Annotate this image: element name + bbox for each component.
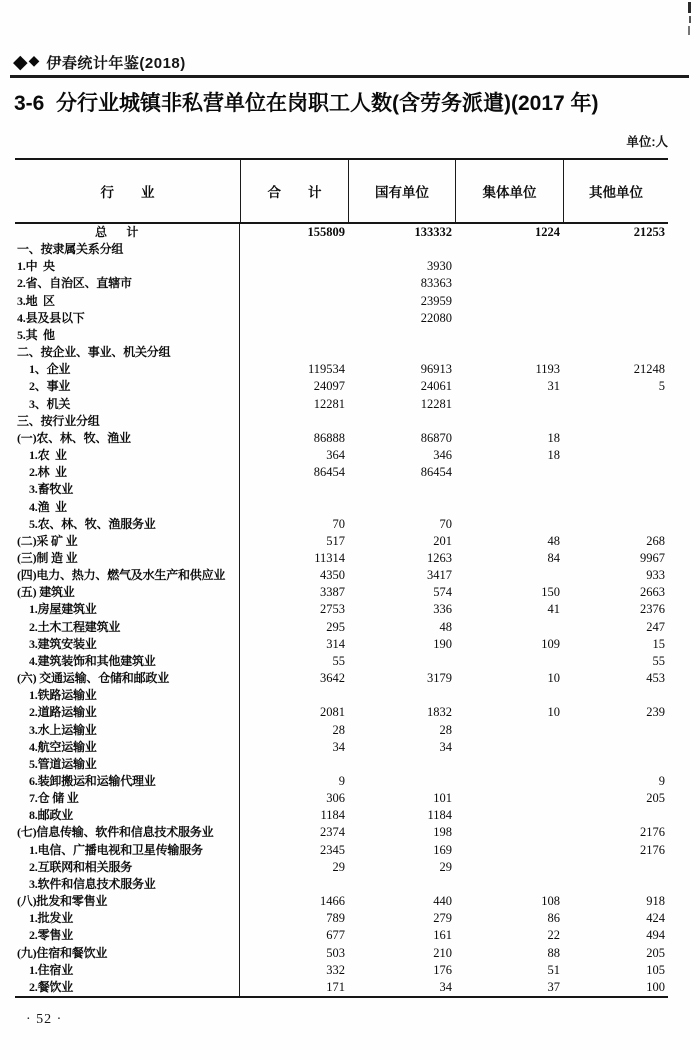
table-row [15, 773, 668, 790]
other-cell [563, 413, 668, 430]
yearbook-banner [13, 50, 186, 74]
table-row [15, 447, 668, 464]
scan-artifact [689, 16, 691, 23]
collective-cell: 18 [547, 430, 560, 445]
collective-cell [455, 807, 563, 824]
industry-cell: 8.邮政业 [15, 807, 240, 824]
industry-cell: 1.电信、广播电视和卫星传输服务 [15, 842, 240, 859]
total-cell [240, 310, 348, 327]
collective-cell [455, 327, 563, 344]
industry-cell: 7.仓 储 业 [15, 790, 240, 807]
header-divider [10, 75, 689, 78]
state-owned-cell: 161 [433, 928, 452, 943]
state-owned-cell: 346 [433, 448, 452, 463]
state-owned-cell: 48 [439, 619, 452, 634]
industry-cell: 3.畜牧业 [15, 481, 240, 498]
industry-cell: 2.餐饮业 [15, 979, 240, 996]
state-owned-cell: 101 [433, 791, 452, 806]
other-cell [563, 687, 668, 704]
industry-cell: 4.建筑装饰和其他建筑业 [15, 653, 240, 670]
state-owned-cell: 3417 [427, 568, 452, 583]
collective-cell [455, 464, 563, 481]
total-cell: 28 [332, 722, 345, 737]
state-owned-cell: 169 [433, 842, 452, 857]
state-owned-cell [348, 241, 455, 258]
header-total: 合 计 [240, 160, 348, 222]
industry-cell: 4.航空运输业 [15, 739, 240, 756]
other-cell: 55 [652, 653, 665, 668]
table-row [15, 670, 668, 687]
table-row [15, 516, 668, 533]
total-cell: 12281 [313, 396, 345, 411]
collective-cell [455, 293, 563, 310]
table-row [15, 790, 668, 807]
table-row [15, 533, 668, 550]
other-cell: 918 [646, 894, 665, 909]
other-cell: 268 [646, 533, 665, 548]
collective-cell [455, 653, 563, 670]
industry-cell: 2.互联网和相关服务 [15, 859, 240, 876]
industry-cell: 2.零售业 [15, 927, 240, 944]
other-cell: 5 [658, 379, 665, 394]
other-cell: 933 [646, 568, 665, 583]
table-row [15, 224, 668, 241]
state-owned-cell [348, 481, 455, 498]
state-owned-cell: 1184 [427, 808, 452, 823]
table-row [15, 396, 668, 413]
collective-cell: 31 [547, 379, 560, 394]
other-cell: 21248 [633, 362, 665, 377]
collective-cell: 18 [547, 448, 560, 463]
other-cell [563, 499, 668, 516]
state-owned-cell: 86870 [420, 430, 452, 445]
table-row [15, 550, 668, 567]
header-industry: 行 业 [100, 185, 155, 200]
total-cell: 9 [338, 774, 345, 788]
state-owned-cell: 336 [433, 602, 452, 617]
other-cell: 15 [652, 636, 665, 651]
collective-cell [455, 413, 563, 430]
table-row [15, 241, 668, 258]
state-owned-cell: 279 [433, 911, 452, 926]
state-owned-cell [348, 876, 455, 893]
state-owned-cell: 210 [433, 945, 452, 960]
total-cell: 3642 [320, 671, 345, 686]
table-row [15, 722, 668, 739]
state-owned-cell: 3179 [427, 671, 452, 686]
collective-cell: 1193 [535, 362, 560, 377]
collective-cell [455, 481, 563, 498]
table-body [15, 224, 668, 996]
state-owned-cell [348, 413, 455, 430]
total-cell: 55 [332, 653, 345, 668]
table-row [15, 413, 668, 430]
table-row [15, 481, 668, 498]
collective-cell [455, 790, 563, 807]
total-cell: 332 [326, 962, 345, 977]
table-row [15, 584, 668, 601]
total-cell [240, 687, 348, 704]
state-owned-cell: 23959 [420, 293, 452, 308]
state-owned-cell: 198 [433, 825, 452, 840]
other-cell [563, 310, 668, 327]
other-cell [563, 876, 668, 893]
industry-cell: 2.省、自治区、直辖市 [15, 275, 240, 292]
collective-cell [455, 567, 563, 584]
table-header-row [15, 160, 668, 224]
industry-cell: 1.铁路运输业 [15, 687, 240, 704]
diamond-icon: ◆ [13, 51, 28, 73]
collective-cell: 109 [541, 636, 560, 651]
scan-artifact [688, 26, 690, 35]
page-number: · 52 · [26, 1012, 63, 1027]
collective-cell: 86 [547, 911, 560, 926]
total-cell: 86454 [313, 465, 345, 480]
total-cell [240, 876, 348, 893]
collective-cell [455, 722, 563, 739]
other-cell [563, 275, 668, 292]
collective-cell: 150 [541, 585, 560, 600]
total-cell: 171 [326, 979, 345, 994]
collective-cell: 84 [547, 550, 560, 565]
table-row [15, 293, 668, 310]
other-cell [563, 739, 668, 756]
industry-cell: 总 计 [15, 224, 240, 241]
other-cell: 205 [646, 791, 665, 806]
table-row [15, 619, 668, 636]
table-row [15, 601, 668, 618]
industry-cell: 1.房屋建筑业 [15, 601, 240, 618]
state-owned-cell: 3930 [427, 259, 452, 274]
total-cell [240, 756, 348, 773]
total-cell: 34 [332, 739, 345, 754]
industry-cell: 一、按隶属关系分组 [15, 241, 240, 258]
industry-cell: 2、事业 [15, 378, 240, 395]
collective-cell: 1224 [535, 225, 560, 239]
total-cell: 24097 [313, 379, 345, 394]
other-cell: 21253 [633, 225, 665, 239]
industry-cell: 1.住宿业 [15, 962, 240, 979]
other-cell [563, 481, 668, 498]
table-row [15, 344, 668, 361]
state-owned-cell [348, 653, 455, 670]
header-other: 其他单位 [563, 160, 668, 222]
total-cell: 364 [326, 448, 345, 463]
state-owned-cell: 22080 [420, 310, 452, 325]
diamond-icon: ◆ [28, 54, 40, 69]
table-row [15, 430, 668, 447]
other-cell: 205 [646, 945, 665, 960]
other-cell [563, 344, 668, 361]
industry-cell: 2.道路运输业 [15, 704, 240, 721]
industry-cell: 3.软件和信息技术服务业 [15, 876, 240, 893]
industry-cell: 3.水上运输业 [15, 722, 240, 739]
state-owned-cell: 190 [433, 636, 452, 651]
table-row [15, 361, 668, 378]
collective-cell: 108 [541, 894, 560, 909]
total-cell: 306 [326, 791, 345, 806]
table-row [15, 275, 668, 292]
collective-cell [455, 619, 563, 636]
table-row [15, 859, 668, 876]
other-cell [563, 722, 668, 739]
industry-cell: (六) 交通运输、仓储和邮政业 [15, 670, 240, 687]
collective-cell [455, 516, 563, 533]
table-row [15, 464, 668, 481]
industry-cell: (一)农、林、牧、渔业 [15, 430, 240, 447]
collective-cell: 51 [547, 962, 560, 977]
total-cell [240, 344, 348, 361]
table-row [15, 962, 668, 979]
collective-cell: 10 [547, 671, 560, 686]
yearbook-title: 伊春统计年鉴(2018) [46, 54, 186, 72]
total-cell: 70 [332, 516, 345, 531]
other-cell: 2176 [640, 825, 665, 840]
state-owned-cell: 24061 [420, 379, 452, 394]
total-cell: 1466 [320, 894, 345, 909]
industry-cell: 4.县及县以下 [15, 310, 240, 327]
industry-cell: 3.建筑安装业 [15, 636, 240, 653]
industry-cell: (四)电力、热力、燃气及水生产和供应业 [15, 567, 240, 584]
collective-cell [455, 396, 563, 413]
state-owned-cell: 1263 [427, 550, 452, 565]
total-cell [240, 258, 348, 275]
state-owned-cell: 176 [433, 962, 452, 977]
table-row [15, 327, 668, 344]
industry-cell: (八)批发和零售业 [15, 893, 240, 910]
state-owned-cell [348, 327, 455, 344]
industry-cell: (五) 建筑业 [15, 584, 240, 601]
total-cell: 3387 [320, 585, 345, 600]
industry-cell: 5.其 他 [15, 327, 240, 344]
table-row [15, 979, 668, 996]
other-cell [563, 258, 668, 275]
table-row [15, 807, 668, 824]
other-cell [563, 859, 668, 876]
collective-cell [455, 739, 563, 756]
other-cell [563, 241, 668, 258]
other-cell: 9967 [640, 550, 665, 565]
state-owned-cell [348, 344, 455, 361]
other-cell: 494 [646, 928, 665, 943]
other-cell: 9 [658, 774, 665, 788]
collective-cell [455, 773, 563, 790]
state-owned-cell: 96913 [420, 362, 452, 377]
state-owned-cell: 70 [439, 516, 452, 531]
table-row [15, 842, 668, 859]
total-cell: 314 [326, 636, 345, 651]
table-row [15, 927, 668, 944]
state-owned-cell: 28 [439, 722, 452, 737]
table-row [15, 756, 668, 773]
total-cell [240, 241, 348, 258]
total-cell: 2081 [320, 705, 345, 720]
other-cell: 453 [646, 671, 665, 686]
industry-cell: (七)信息传输、软件和信息技术服务业 [15, 824, 240, 841]
collective-cell: 88 [547, 945, 560, 960]
table-row [15, 704, 668, 721]
table-row [15, 567, 668, 584]
collective-cell [455, 344, 563, 361]
state-owned-cell [348, 499, 455, 516]
state-owned-cell: 12281 [420, 396, 452, 411]
industry-cell: 4.渔 业 [15, 499, 240, 516]
collective-cell: 22 [547, 928, 560, 943]
total-cell [240, 275, 348, 292]
total-cell: 517 [326, 533, 345, 548]
other-cell [563, 293, 668, 310]
collective-cell [455, 687, 563, 704]
industry-cell: (二)采 矿 业 [15, 533, 240, 550]
other-cell: 424 [646, 911, 665, 926]
collective-cell [455, 756, 563, 773]
table-row [15, 824, 668, 841]
industry-cell: 二、按企业、事业、机关分组 [15, 344, 240, 361]
collective-cell [455, 275, 563, 292]
unit-label: 单位:人 [626, 135, 668, 149]
table-row [15, 910, 668, 927]
other-cell: 2176 [640, 842, 665, 857]
total-cell: 29 [332, 859, 345, 874]
total-cell [240, 499, 348, 516]
collective-cell [455, 310, 563, 327]
industry-cell: 2.林 业 [15, 464, 240, 481]
table-row [15, 739, 668, 756]
state-owned-cell: 1832 [427, 705, 452, 720]
collective-cell [455, 499, 563, 516]
table-row [15, 687, 668, 704]
table-row [15, 653, 668, 670]
collective-cell: 41 [547, 602, 560, 617]
industry-cell: 2.土木工程建筑业 [15, 619, 240, 636]
other-cell: 2376 [640, 602, 665, 617]
total-cell: 4350 [320, 568, 345, 583]
other-cell: 247 [646, 619, 665, 634]
total-cell: 677 [326, 928, 345, 943]
other-cell: 239 [646, 705, 665, 720]
table-row [15, 945, 668, 962]
collective-cell [455, 859, 563, 876]
collective-cell: 10 [547, 705, 560, 720]
industry-cell: 1、企业 [15, 361, 240, 378]
total-cell [240, 413, 348, 430]
total-cell [240, 327, 348, 344]
industry-cell: 1.批发业 [15, 910, 240, 927]
industry-cell: 3、机关 [15, 396, 240, 413]
industry-cell: 1.农 业 [15, 447, 240, 464]
other-cell [563, 756, 668, 773]
statistics-table [15, 158, 668, 998]
industry-cell: (九)住宿和餐饮业 [15, 945, 240, 962]
total-cell: 789 [326, 911, 345, 926]
total-cell: 119534 [307, 362, 345, 377]
total-cell: 155809 [307, 225, 345, 239]
state-owned-cell: 34 [439, 739, 452, 754]
industry-cell: (三)制 造 业 [15, 550, 240, 567]
table-row [15, 636, 668, 653]
collective-cell [455, 824, 563, 841]
total-cell: 86888 [313, 430, 345, 445]
collective-cell [455, 258, 563, 275]
header-collective: 集体单位 [455, 160, 563, 222]
total-cell: 2374 [320, 825, 345, 840]
collective-cell [455, 241, 563, 258]
total-cell: 503 [326, 945, 345, 960]
state-owned-cell: 201 [433, 533, 452, 548]
other-cell: 2663 [640, 585, 665, 600]
total-cell [240, 481, 348, 498]
total-cell: 2345 [320, 842, 345, 857]
table-row [15, 876, 668, 893]
state-owned-cell [348, 773, 455, 790]
collective-cell: 37 [547, 979, 560, 994]
total-cell: 2753 [320, 602, 345, 617]
header-state-owned: 国有单位 [348, 160, 455, 222]
other-cell [563, 447, 668, 464]
state-owned-cell: 34 [439, 979, 452, 994]
table-row [15, 893, 668, 910]
other-cell [563, 464, 668, 481]
table-row [15, 499, 668, 516]
other-cell [563, 430, 668, 447]
state-owned-cell: 83363 [420, 276, 452, 291]
state-owned-cell [348, 756, 455, 773]
table-title: 3-6 分行业城镇非私营单位在岗职工人数(含劳务派遣)(2017 年) [14, 92, 599, 115]
other-cell: 105 [646, 962, 665, 977]
other-cell [563, 327, 668, 344]
industry-cell: 3.地 区 [15, 293, 240, 310]
industry-cell: 5.农、林、牧、渔服务业 [15, 516, 240, 533]
industry-cell: 三、按行业分组 [15, 413, 240, 430]
state-owned-cell: 86454 [420, 465, 452, 480]
collective-cell [455, 842, 563, 859]
table-row [15, 310, 668, 327]
other-cell [563, 807, 668, 824]
industry-cell: 1.中 央 [15, 258, 240, 275]
other-cell [563, 396, 668, 413]
state-owned-cell: 29 [439, 859, 452, 874]
collective-cell [455, 876, 563, 893]
state-owned-cell [348, 687, 455, 704]
total-cell: 1184 [320, 808, 345, 823]
state-owned-cell: 574 [433, 585, 452, 600]
other-cell: 100 [646, 979, 665, 994]
other-cell [563, 516, 668, 533]
table-row [15, 258, 668, 275]
table-row [15, 378, 668, 395]
industry-cell: 6.装卸搬运和运输代理业 [15, 773, 240, 790]
total-cell: 295 [326, 619, 345, 634]
industry-cell: 5.管道运输业 [15, 756, 240, 773]
collective-cell: 48 [547, 533, 560, 548]
state-owned-cell: 133332 [414, 225, 452, 239]
total-cell: 11314 [314, 550, 345, 565]
total-cell [240, 293, 348, 310]
scan-artifact [688, 2, 691, 13]
state-owned-cell: 440 [433, 894, 452, 909]
